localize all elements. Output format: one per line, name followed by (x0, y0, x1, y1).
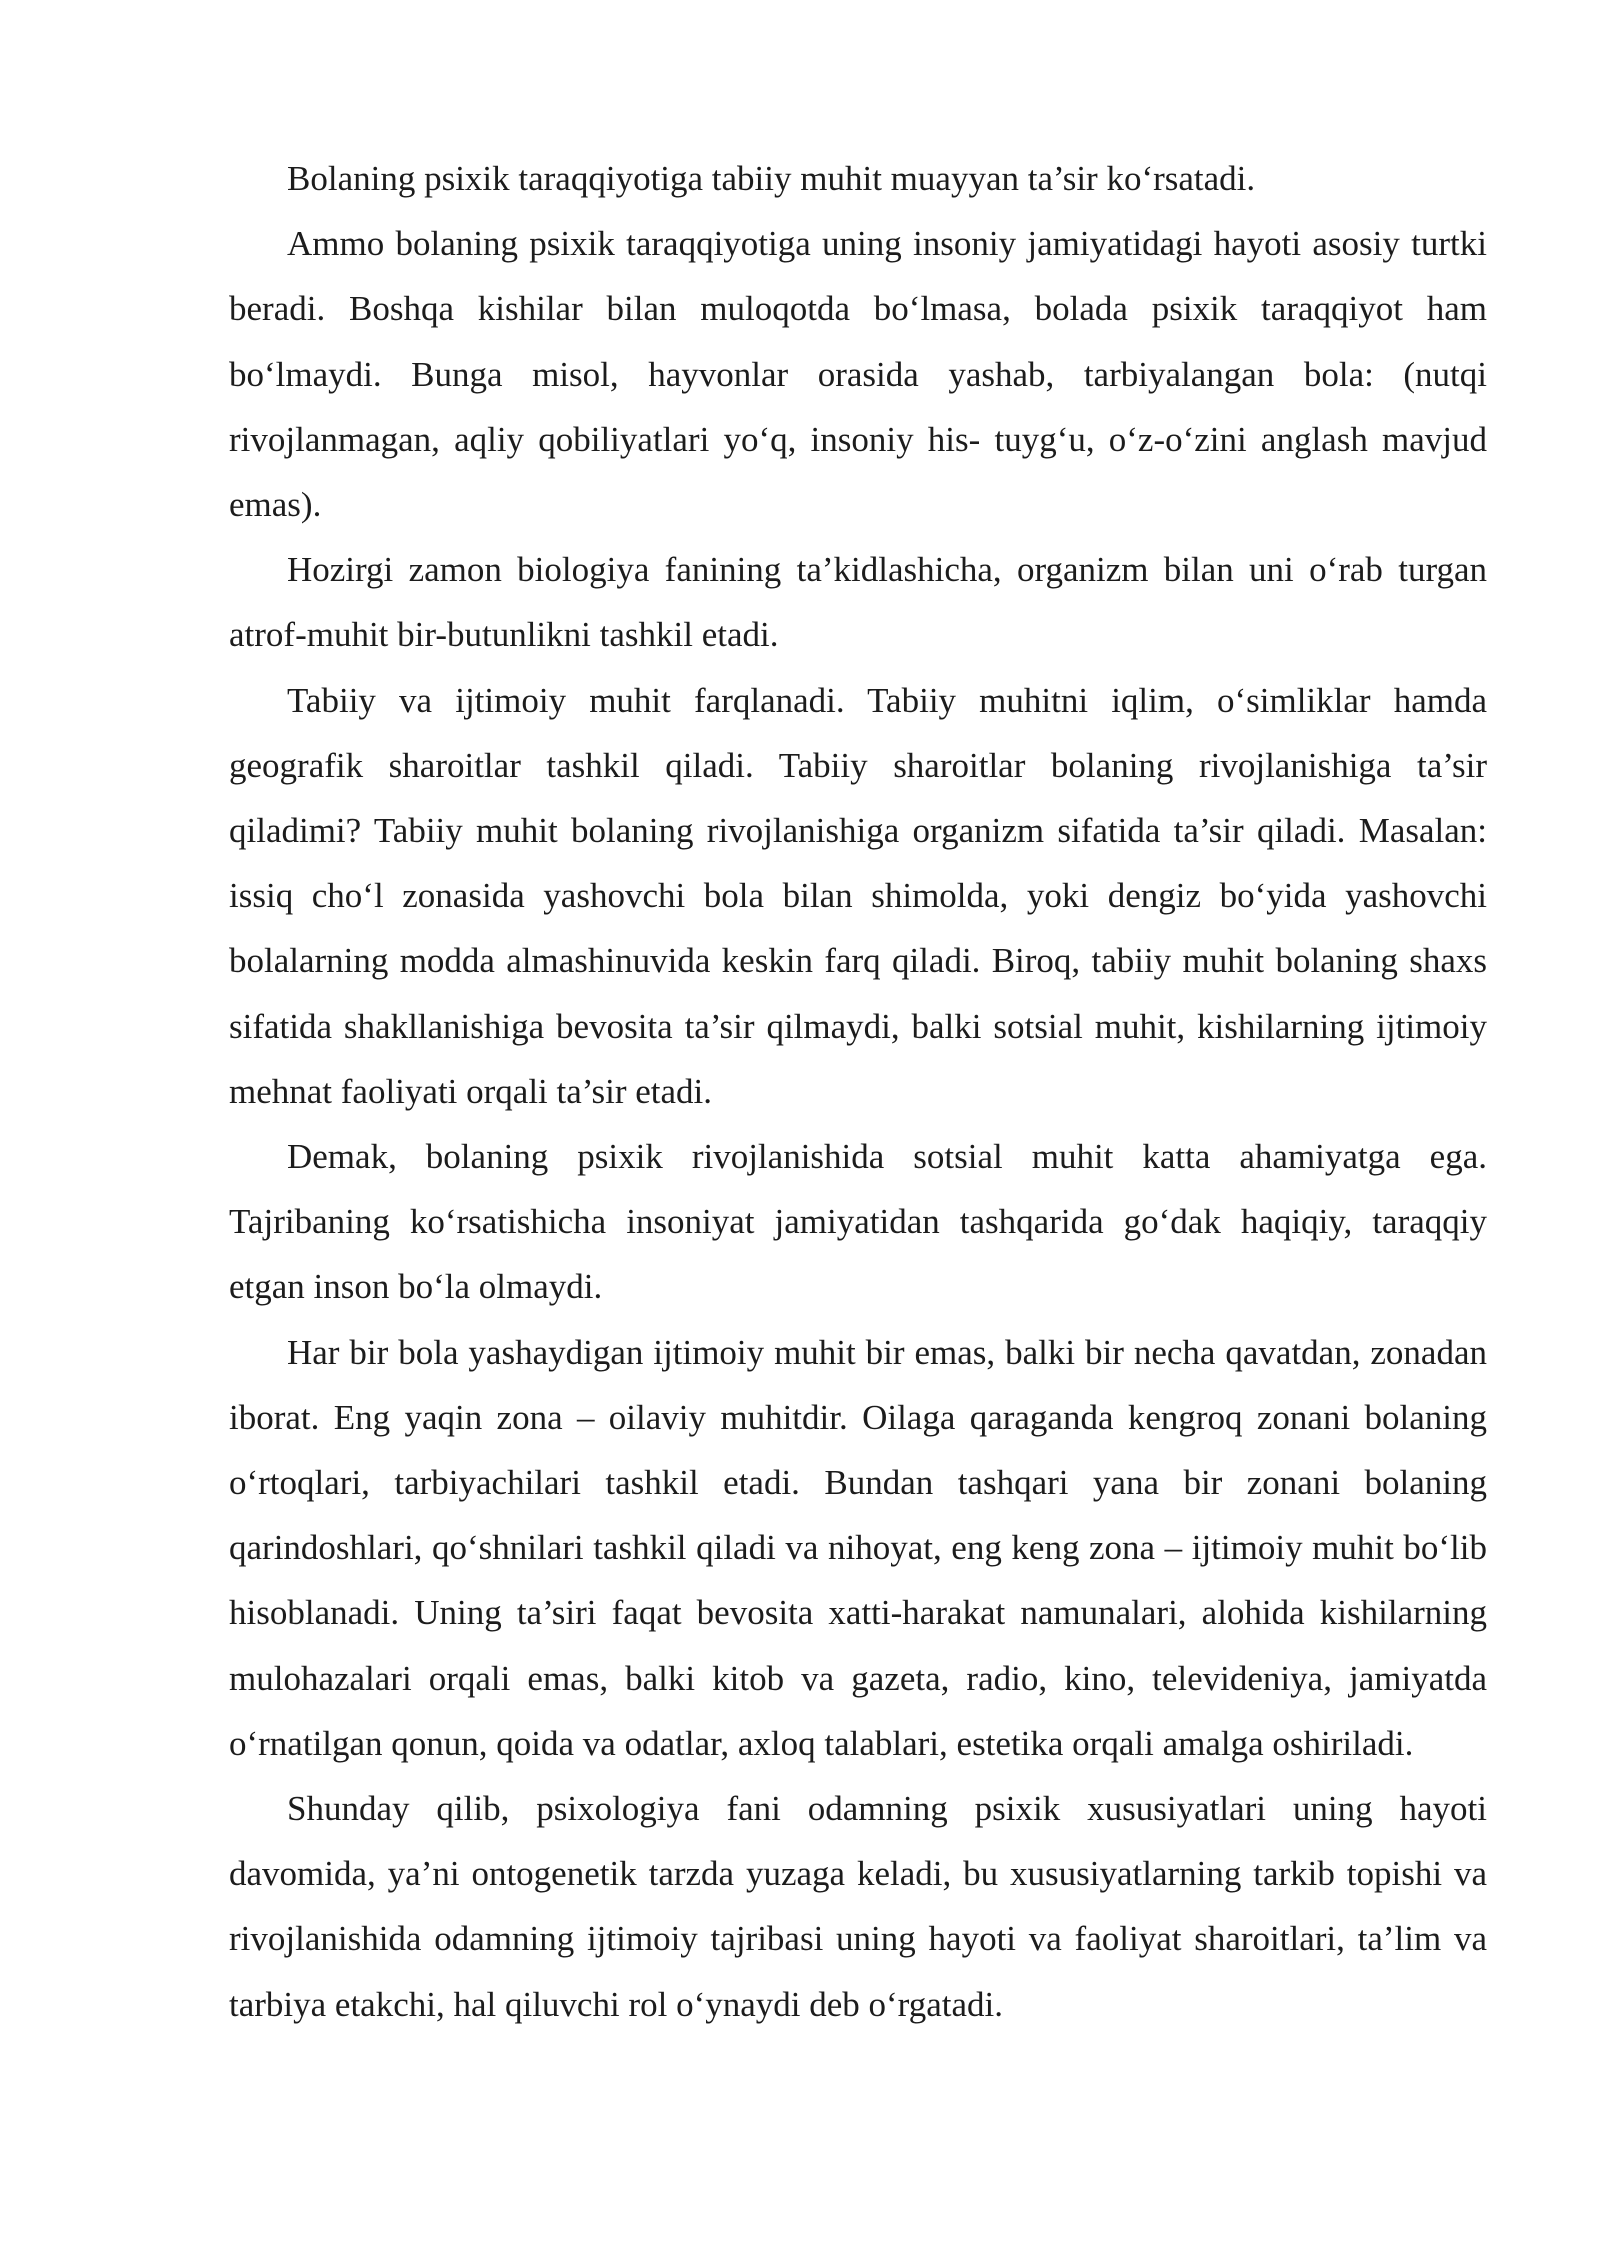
paragraph-7: Shunday qilib, psixologiya fani odamning psixik xususiyatlari uning hayoti davomida, ya’ni ontogenetik tarzda yuzaga keladi, bu xususiyatlarning tarkib topishi va rivojlanishida odamning ijtimoiy tajribasi uning hayoti va faoliyat sharoitlari, ta’lim va tarbiya etakchi, hal qiluvchi rol o‘ynaydi deb o‘rgatadi. (229, 1789, 1487, 2024)
paragraph-2: Ammo bolaning psixik taraqqiyotiga uning insoniy jamiyatidagi hayoti asosiy turtki beradi. Boshqa kishilar bilan muloqotda bo‘lmasa, bolada psixik taraqqiyot ham bo‘lmaydi. Bunga misol, hayvonlar orasida yashab, tarbiyalangan bola: (nutqi rivojlanmagan, aqliy qobiliyatlari yo‘q, insoniy his- tuyg‘u, o‘z-o‘zini anglash mavjud emas). (229, 224, 1487, 525)
paragraph-6: Har bir bola yashaydigan ijtimoiy muhit bir emas, balki bir necha qavatdan, zonadan iborat. Eng yaqin zona – oilaviy muhitdir. Oilaga qaraganda kengroq zonani bolaning o‘rtoqlari, tarbiyachilari tashkil etadi. Bundan tashqari yana bir zonani bolaning qarindoshlari, qo‘shnilari tashkil qiladi va nihoyat, eng keng zona – ijtimoiy muhit bo‘lib hisoblanadi. Uning ta’siri faqat bevosita xatti-harakat namunalari, alohida kishilarning mulohazalari orqali emas, balki kitob va gazeta, radio, kino, televideniya, jamiyatda o‘rnatilgan qonun, qoida va odatlar, axloq talablari, estetika orqali amalga oshiriladi. (229, 1332, 1487, 1763)
paragraph-3: Hozirgi zamon biologiya fanining ta’kidlashicha, organizm bilan uni o‘rab turgan atrof-muhit bir-butunlikni tashkil etadi. (229, 550, 1487, 655)
paragraph-5: Demak, bolaning psixik rivojlanishida sotsial muhit katta ahamiyatga ega. Tajribaning ko‘rsatishicha insoniyat jamiyatidan tashqarida go‘dak haqiqiy, taraqqiy etgan inson bo‘la olmaydi. (229, 1137, 1487, 1307)
paragraph-4: Tabiiy va ijtimoiy muhit farqlanadi. Tabiiy muhitni iqlim, o‘simliklar hamda geografik sharoitlar tashkil qiladi. Tabiiy sharoitlar bolaning rivojlanishiga ta’sir qiladimi? Tabiiy muhit bolaning rivojlanishiga organizm sifatida ta’sir qiladi. Masalan: issiq cho‘l zonasida yashovchi bola bilan shimolda, yoki dengiz bo‘yida yashovchi bolalarning modda almashinuvida keskin farq qiladi. Biroq, tabiiy muhit bolaning shaxs sifatida shakllanishiga bevosita ta’sir qilmaydi, balki sotsial muhit, kishilarning ijtimoiy mehnat faoliyati orqali ta’sir etadi. (229, 680, 1487, 1111)
paragraph-1: Bolaning psixik taraqqiyotiga tabiiy muhit muayyan ta’sir ko‘rsatadi. (287, 159, 1256, 198)
document-body (229, 146, 1487, 2037)
